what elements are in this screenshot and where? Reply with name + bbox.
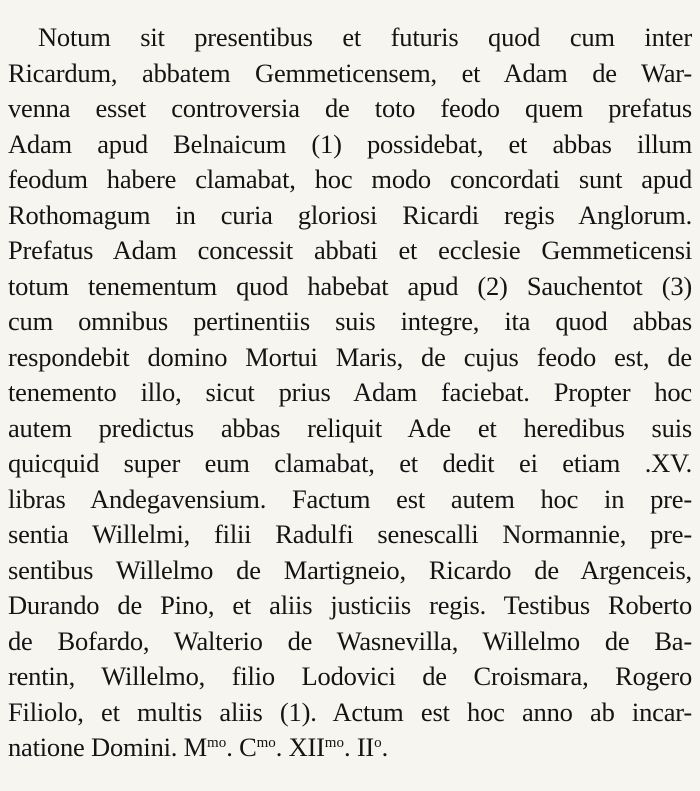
text-line: quicquid super eum clamabat, et dedit ei etiam .XV.: [8, 448, 692, 478]
text-line: Adam apud Belnaicum (1) possidebat, et abbas illum: [8, 128, 692, 159]
text-line: libras Andegavensium. Factum est autem hoc in pre-: [8, 483, 692, 514]
text-line: feodum habere clamabat, hoc modo concordati sunt apud: [8, 164, 692, 194]
text-line: Filiolo, et multis aliis (1). Actum est hoc anno ab incar-: [8, 696, 692, 727]
text-line: sentibus Willelmo de Martigneio, Ricardo de Argenceis,: [8, 554, 692, 585]
final-line-text: natione Domini.: [8, 732, 178, 762]
date-centuries: $C^{mo}$: [239, 732, 276, 762]
text-line: de Bofardo, Walterio de Wasnevilla, Willelmo de Ba-: [8, 625, 692, 656]
final-line: natione Domini. $M^{mo}$. $C^{mo}$. $XII^{mo}$. $II^o$.: [8, 732, 388, 762]
text-line: rentin, Willelmo, filio Lodovici de Croismara, Rogero: [8, 661, 692, 691]
text-line: respondebit domino Mortui Maris, de cujus feodo est, de: [8, 341, 692, 372]
text-line: autem predictus abbas reliquit Ade et heredibus suis: [8, 412, 692, 443]
charter-text: [8, 20, 692, 766]
text-line: Prefatus Adam concessit abbati et ecclesie Gemmeticensi: [8, 235, 692, 265]
text-line: Notum sit presentibus et futuris quod cum inter: [38, 22, 692, 52]
date-tens: $XII^{mo}$: [288, 732, 344, 762]
text-line: Ricardum, abbatem Gemmeticensem, et Adam de War-: [8, 57, 692, 88]
date-millennium: $M^{mo}$: [183, 732, 227, 762]
text-line: sentia Willelmi, filii Radulfi senescalli Normannie, pre-: [8, 519, 692, 549]
text-line: Rothomagum in curia gloriosi Ricardi regis Anglorum.: [8, 199, 692, 230]
text-line: tenemento illo, sicut prius Adam faciebat. Propter hoc: [8, 377, 692, 407]
text-line: cum omnibus pertinentiis suis integre, ita quod abbas: [8, 306, 692, 336]
date-units: $II^o$: [356, 732, 382, 762]
text-line: totum tenementum quod habebat apud (2) Sauchentot (3): [8, 270, 692, 301]
text-line: Durando de Pino, et aliis justiciis regis. Testibus Roberto: [8, 590, 692, 620]
text-line: venna esset controversia de toto feodo quem prefatus: [8, 93, 692, 123]
